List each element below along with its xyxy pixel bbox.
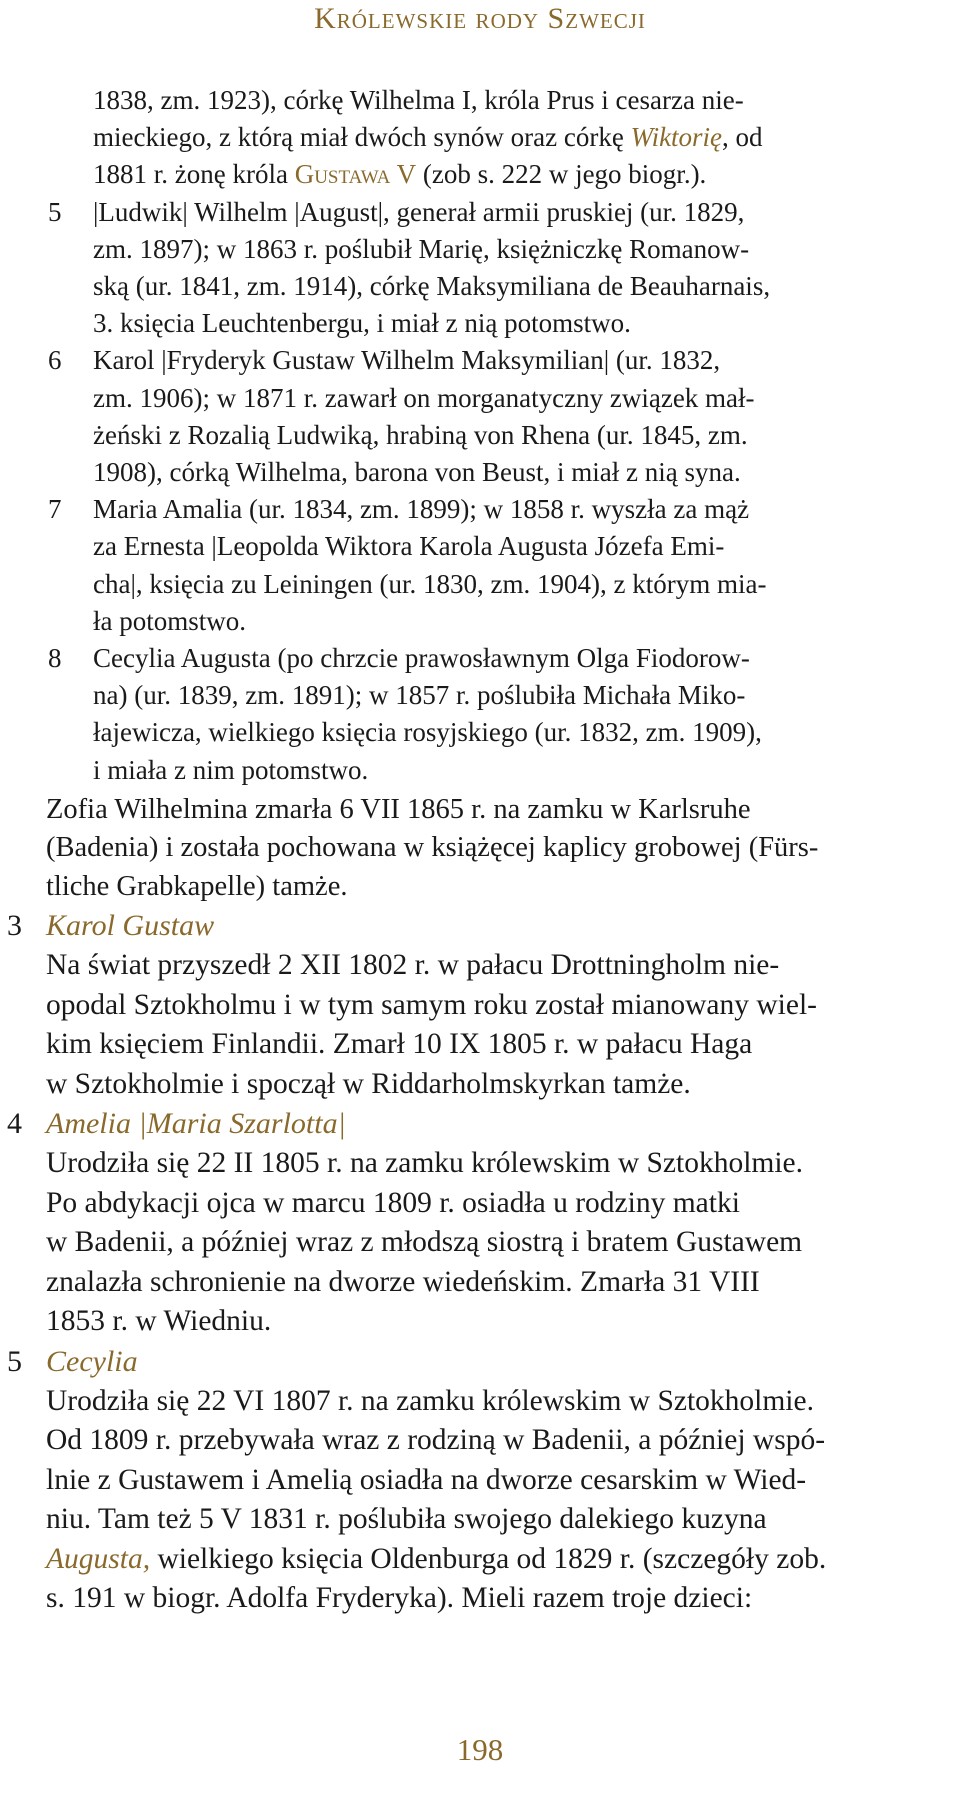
line-text: zm. 1906); w 1871 r. zawarł on morganatyczny związek mał-: [93, 382, 755, 413]
line-text: w Badenii, a później wraz z młodszą siostrą i bratem Gustawem: [46, 1226, 803, 1259]
line-text: [93, 156, 706, 193]
line-text: 1838, zm. 1923), córkę Wilhelma I, króla Prus i cesarza nie-: [93, 85, 744, 115]
line-text: [93, 119, 763, 156]
text-line: [0, 791, 960, 830]
line-text: ła potomstwo.: [93, 605, 246, 636]
line-text: ską (ur. 1841, zm. 1914), córkę Maksymiliana de Beauharnais,: [93, 271, 771, 302]
text-line: [0, 677, 960, 714]
text-line: [0, 454, 960, 491]
line-text-part: wielkiego księcia Oldenburga od 1829 r. (szczegóły zob.: [150, 1542, 827, 1575]
text-line: [0, 946, 960, 986]
link-august[interactable]: Augusta,: [46, 1542, 151, 1575]
text-line: [0, 868, 960, 907]
entry-number: 4: [7, 1107, 22, 1141]
line-text: 1908), córką Wilhelma, barona von Beust, i miał z nią syna.: [93, 457, 741, 488]
line-text: Zofia Wilhelmina zmarła 6 VII 1865 r. na zamku w Karlsruhe: [46, 793, 751, 825]
line-text: [46, 1540, 826, 1580]
line-text: cha|, księcia zu Leiningen (ur. 1830, zm. 1904), z którym mia-: [93, 568, 767, 599]
line-text-part: , od: [722, 122, 763, 153]
page-number: 198: [456, 1732, 504, 1767]
text-line: [0, 417, 960, 454]
text-line: [0, 1263, 960, 1303]
text-line: [0, 1382, 960, 1422]
link-wiktoria[interactable]: Wiktorię: [630, 122, 723, 153]
line-text: Po abdykacji ojca w marcu 1809 r. osiadła u rodziny matki: [46, 1186, 740, 1219]
text-line: [0, 82, 960, 119]
text-line: [0, 752, 960, 789]
text-line: [0, 1500, 960, 1540]
text-line: [0, 342, 960, 379]
line-text: kim księciem Finlandii. Zmarł 10 IX 1805 r. w pałacu Haga: [46, 1028, 753, 1061]
line-text: żeński z Rozalią Ludwiką, hrabiną von Rhena (ur. 1845, zm.: [93, 419, 748, 450]
line-text: Na świat przyszedł 2 XII 1802 r. w pałacu Drottningholm nie-: [46, 949, 780, 982]
entry-number: 7: [48, 494, 62, 525]
line-text: zm. 1897); w 1863 r. poślubił Marię, księżniczkę Romanow-: [93, 233, 750, 264]
entry-number: 8: [48, 643, 62, 674]
text-line: [0, 829, 960, 868]
line-text: w Sztokholmie i spoczął w Riddarholmskyrkan tamże.: [46, 1067, 691, 1100]
text-line: [0, 1421, 960, 1461]
line-text-part: mieckiego, z którą miał dwóch synów oraz córkę: [93, 122, 631, 153]
line-text: opodal Sztokholmu i w tym samym roku został mianowany wiel-: [46, 988, 817, 1021]
text-line: [0, 1540, 960, 1580]
text-line: [0, 640, 960, 677]
line-text: Cecylia Augusta (po chrzcie prawosławnym Olga Fiodorow-: [93, 643, 750, 674]
text-line: [0, 119, 960, 156]
line-text: 1853 r. w Wiedniu.: [46, 1305, 272, 1338]
line-text: Urodziła się 22 VI 1807 r. na zamku królewskim w Sztokholmie.: [46, 1384, 814, 1417]
text-line: [0, 305, 960, 342]
line-text: Karol |Fryderyk Gustaw Wilhelm Maksymilian| (ur. 1832,: [93, 345, 721, 376]
line-text: Urodziła się 22 II 1805 r. na zamku królewskim w Sztokholmie.: [46, 1147, 804, 1180]
page-content: [0, 82, 960, 1619]
child-entry-continued: [0, 82, 960, 194]
text-line: [0, 194, 960, 231]
closing-paragraph: [0, 791, 960, 907]
text-line: [0, 1461, 960, 1501]
entry-number: 5: [48, 196, 62, 227]
line-text: Maria Amalia (ur. 1834, zm. 1899); w 1858 r. wyszła za mąż: [93, 494, 750, 525]
link-gustaw-v[interactable]: Gustawa V: [294, 159, 417, 190]
line-text: s. 191 w biogr. Adolfa Fryderyka). Mieli razem troje dzieci:: [46, 1582, 753, 1615]
entry-number: 3: [7, 909, 22, 943]
line-text: i miała z nim potomstwo.: [93, 754, 369, 785]
line-text: lnie z Gustawem i Amelią osiadła na dworze cesarskim w Wied-: [46, 1463, 807, 1496]
line-text: za Ernesta |Leopolda Wiktora Karola Augusta Józefa Emi-: [93, 531, 725, 562]
entry-heading: [0, 1104, 960, 1144]
text-line: [0, 491, 960, 528]
entry-name: Karol Gustaw: [46, 909, 215, 943]
text-line: [0, 231, 960, 268]
running-header: Królewskie rody Szwecji: [314, 2, 646, 35]
line-text: znalazła schronienie na dworze wiedeńskim. Zmarła 31 VIII: [46, 1265, 760, 1298]
text-line: [0, 1025, 960, 1065]
child-entry-5: [0, 194, 960, 343]
child-entry-8: [0, 640, 960, 789]
entry-number: 5: [7, 1344, 22, 1378]
child-entry-7: [0, 491, 960, 640]
entry-heading: [0, 906, 960, 946]
text-line: [0, 1184, 960, 1224]
entry-name: Cecylia: [46, 1344, 138, 1378]
entry-name: Amelia |Maria Szarlotta|: [46, 1107, 346, 1141]
text-line: [0, 1144, 960, 1184]
entry-heading: [0, 1342, 960, 1382]
text-line: [0, 1579, 960, 1619]
entry-number: 6: [48, 345, 62, 376]
entry-cecylia: [0, 1342, 960, 1619]
line-text: łajewicza, wielkiego księcia rosyjskiego (ur. 1832, zm. 1909),: [93, 717, 762, 748]
line-text: 3. księcia Leuchtenbergu, i miał z nią potomstwo.: [93, 308, 631, 339]
text-line: [0, 986, 960, 1026]
line-text: |Ludwik| Wilhelm |August|, generał armii pruskiej (ur. 1829,: [93, 196, 745, 227]
text-line: [0, 566, 960, 603]
text-line: [0, 1065, 960, 1105]
text-line: [0, 1302, 960, 1342]
entry-karol-gustaw: [0, 906, 960, 1104]
child-entry-6: [0, 342, 960, 491]
line-text-part: (zob s. 222 w jego biogr.).: [416, 159, 707, 190]
line-text: (Badenia) i została pochowana w książęcej kaplicy grobowej (Fürs-: [46, 832, 819, 864]
line-text: niu. Tam też 5 V 1831 r. poślubiła swojego dalekiego kuzyna: [46, 1503, 767, 1536]
line-text-part: 1881 r. żonę króla: [93, 159, 295, 190]
text-line: [0, 714, 960, 751]
entry-amelia: [0, 1104, 960, 1342]
text-line: [0, 528, 960, 565]
text-line: [0, 380, 960, 417]
line-text: tliche Grabkapelle) tamże.: [46, 870, 348, 902]
line-text: Od 1809 r. przebywała wraz z rodziną w Badenii, a później wspó-: [46, 1424, 826, 1457]
text-line: [0, 1223, 960, 1263]
text-line: [0, 603, 960, 640]
text-line: [0, 156, 960, 193]
text-line: [0, 268, 960, 305]
line-text: na) (ur. 1839, zm. 1891); w 1857 r. poślubiła Michała Miko-: [93, 680, 746, 711]
